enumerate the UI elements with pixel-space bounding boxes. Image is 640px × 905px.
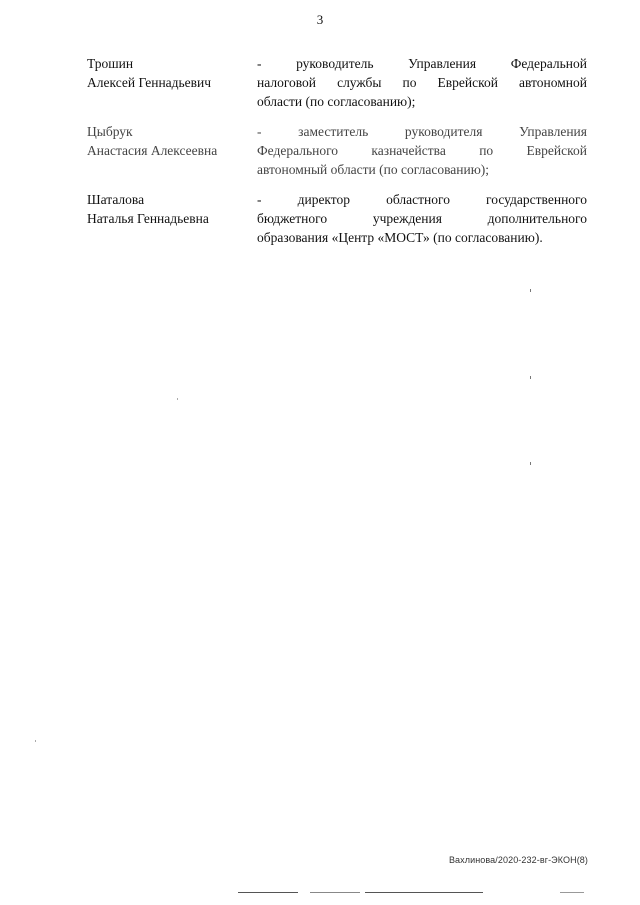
position-line: - директор областного государственного: [257, 192, 587, 207]
member-name: [87, 190, 247, 228]
member-given-names: Наталья Геннадьевна: [87, 211, 209, 226]
position-line: налоговой службы по Еврейской автономной: [257, 75, 587, 90]
member-surname: Шаталова: [87, 192, 145, 207]
position-line: бюджетного учреждения дополнительного: [257, 211, 587, 226]
position-line: - заместитель руководителя Управления: [257, 124, 587, 139]
scan-speck: [530, 289, 531, 292]
member-surname: Трошин: [87, 56, 134, 71]
position-line: Федерального казначейства по Еврейской: [257, 143, 587, 158]
scan-edge-line: [560, 892, 584, 893]
member-position: [257, 190, 587, 247]
member-given-names: Алексей Геннадьевич: [87, 75, 212, 90]
page-number: 3: [316, 12, 324, 27]
member-position: [257, 54, 587, 111]
position-line: автономный области (по согласованию);: [257, 162, 490, 177]
member-name: [87, 122, 247, 160]
scan-edge-line: [365, 892, 483, 893]
scan-speck: [177, 398, 178, 400]
scan-speck: [530, 462, 531, 465]
scan-speck: [35, 740, 36, 742]
position-line: образования «Центр «МОСТ» (по согласованию).: [257, 230, 543, 245]
scan-edge-line: [310, 892, 360, 893]
member-surname: Цыбрук: [87, 124, 133, 139]
member-given-names: Анастасия Алексеевна: [87, 143, 218, 158]
document-reference-code: Вахлинова/2020-232-вг-ЭКОН(8): [448, 855, 588, 865]
member-position: [257, 122, 587, 179]
position-line: области (по согласованию);: [257, 94, 416, 109]
member-name: [87, 54, 247, 92]
scan-edge-line: [238, 892, 298, 893]
position-line: - руководитель Управления Федеральной: [257, 56, 587, 71]
scan-speck: [530, 376, 531, 379]
